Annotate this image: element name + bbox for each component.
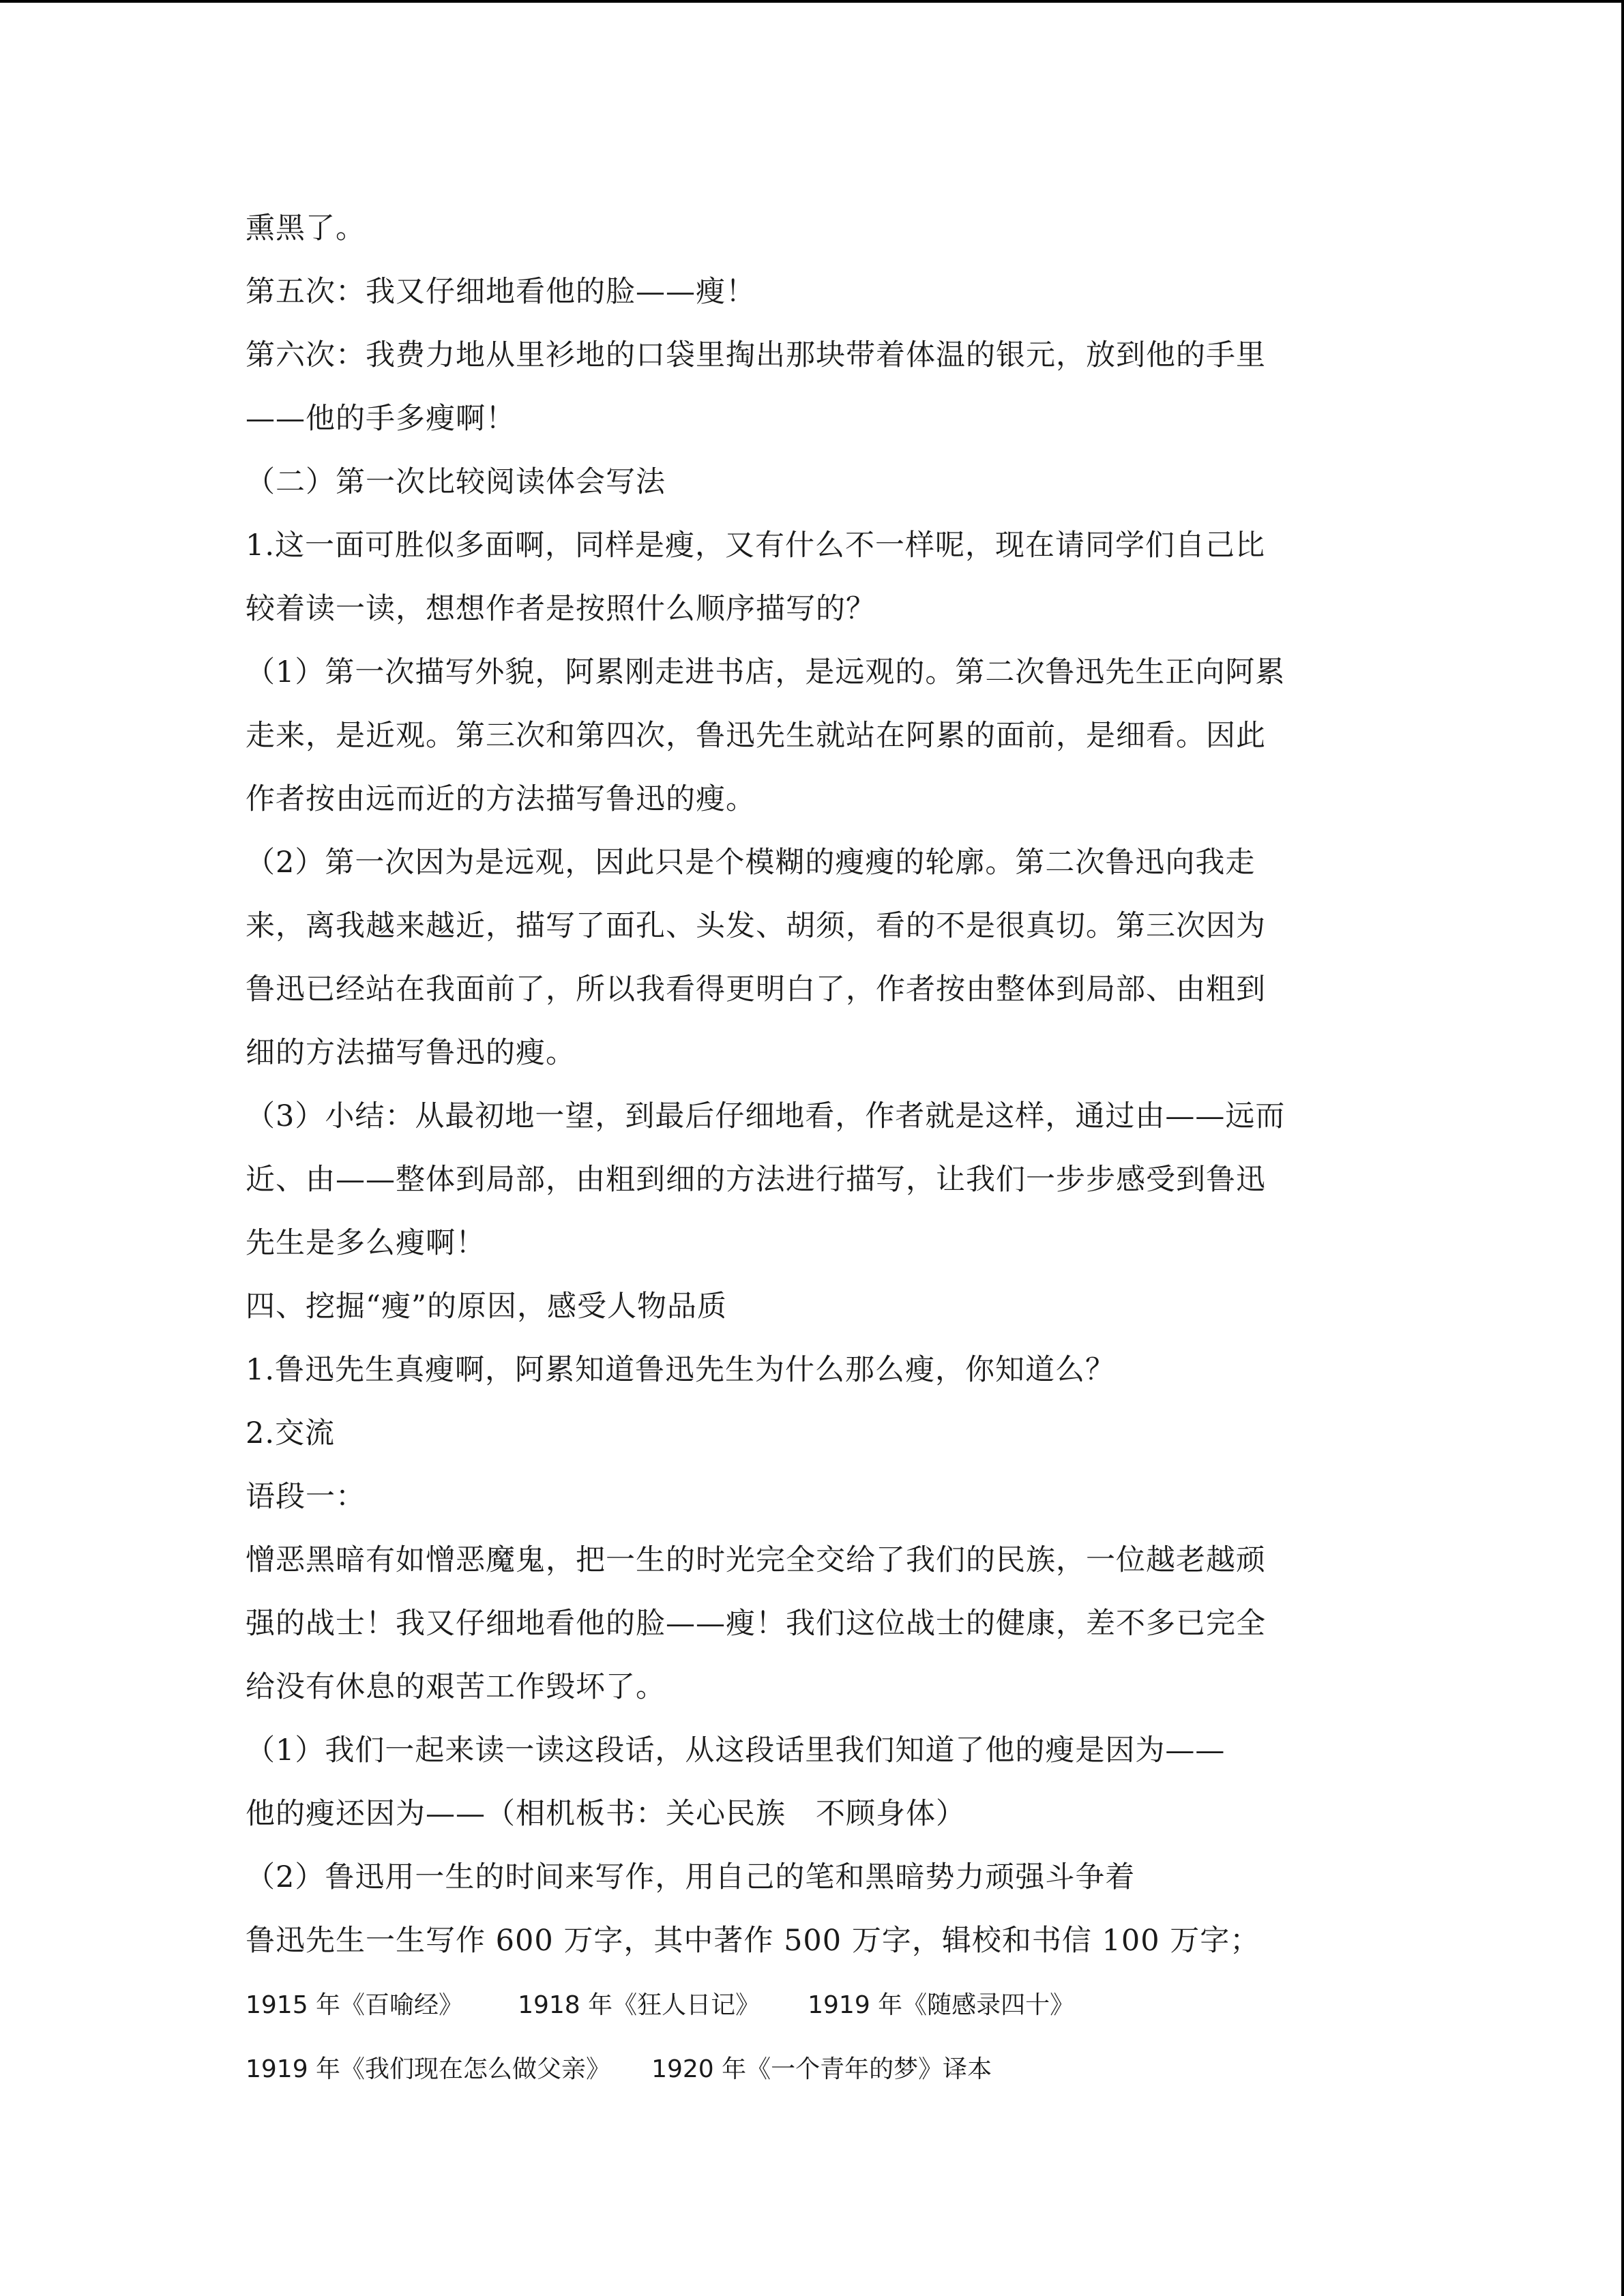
- work-item: 1919 年《我们现在怎么做父亲》: [246, 2055, 611, 2083]
- text-line: 来，离我越来越近，描写了面孔、头发、胡须，看的不是很真切。第三次因为: [246, 909, 1266, 943]
- text-line: （1）第一次描写外貌，阿累刚走进书店，是远观的。第二次鲁迅先生正向阿累: [246, 655, 1286, 689]
- works-list-row: [246, 2049, 992, 2090]
- page-top-border: [0, 0, 1624, 3]
- text-line: 1.这一面可胜似多面啊，同样是瘦，又有什么不一样呢，现在请同学们自己比: [246, 528, 1266, 563]
- text-line: 第五次：我又仔细地看他的脸——瘦！: [246, 275, 756, 309]
- text-line: 走来，是近观。第三次和第四次，鲁迅先生就站在阿累的面前，是细看。因此: [246, 719, 1266, 753]
- work-item: 1919 年《随感录四十》: [808, 1991, 1075, 2019]
- works-list-row: [246, 1985, 1074, 2026]
- text-line: 鲁迅先生一生写作 600 万字，其中著作 500 万字，辑校和书信 100 万字；: [246, 1924, 1260, 1958]
- text-line: （2）第一次因为是远观，因此只是个模糊的瘦瘦的轮廓。第二次鲁迅向我走: [246, 846, 1256, 880]
- text-line: 2.交流: [246, 1416, 336, 1450]
- text-line: 他的瘦还因为——（相机板书：关心民族 不顾身体）: [246, 1797, 966, 1831]
- text-line: （1）我们一起来读一读这段话，从这段话里我们知道了他的瘦是因为——: [246, 1733, 1226, 1768]
- work-item: 1915 年《百喻经》: [246, 1991, 464, 2019]
- section-heading: （二）第一次比较阅读体会写法: [246, 465, 666, 499]
- text-line: 给没有休息的艰苦工作毁坏了。: [246, 1670, 666, 1704]
- page-right-border: [1621, 0, 1624, 2296]
- text-line: 1.鲁迅先生真瘦啊，阿累知道鲁迅先生为什么那么瘦，你知道么？: [246, 1353, 1116, 1387]
- text-line: 鲁迅已经站在我面前了，所以我看得更明白了，作者按由整体到局部、由粗到: [246, 972, 1266, 1007]
- text-line: 熏黑了。: [246, 211, 366, 245]
- text-line: 强的战士！我又仔细地看他的脸——瘦！我们这位战士的健康，差不多已完全: [246, 1607, 1266, 1641]
- text-line: ——他的手多瘦啊！: [246, 402, 516, 436]
- text-line: 较着读一读，想想作者是按照什么顺序描写的？: [246, 592, 876, 626]
- text-line: 细的方法描写鲁迅的瘦。: [246, 1036, 576, 1070]
- text-line: 语段一：: [246, 1480, 366, 1514]
- text-line: （3）小结：从最初地一望，到最后仔细地看，作者就是这样，通过由——远而: [246, 1099, 1286, 1133]
- text-line: 近、由——整体到局部，由粗到细的方法进行描写，让我们一步步感受到鲁迅: [246, 1163, 1266, 1197]
- text-line: 作者按由远而近的方法描写鲁迅的瘦。: [246, 782, 756, 816]
- text-line: 第六次：我费力地从里衫地的口袋里掏出那块带着体温的银元，放到他的手里: [246, 338, 1266, 372]
- text-line: 先生是多么瘦啊！: [246, 1226, 486, 1260]
- work-item: 1920 年《一个青年的梦》译本: [651, 2055, 992, 2083]
- text-line: （2）鲁迅用一生的时间来写作，用自己的笔和黑暗势力顽强斗争着: [246, 1860, 1136, 1894]
- section-heading: 四、挖掘“瘦”的原因，感受人物品质: [246, 1289, 727, 1324]
- text-line: 憎恶黑暗有如憎恶魔鬼，把一生的时光完全交给了我们的民族，一位越老越顽: [246, 1543, 1266, 1577]
- work-item: 1918 年《狂人日记》: [518, 1991, 761, 2019]
